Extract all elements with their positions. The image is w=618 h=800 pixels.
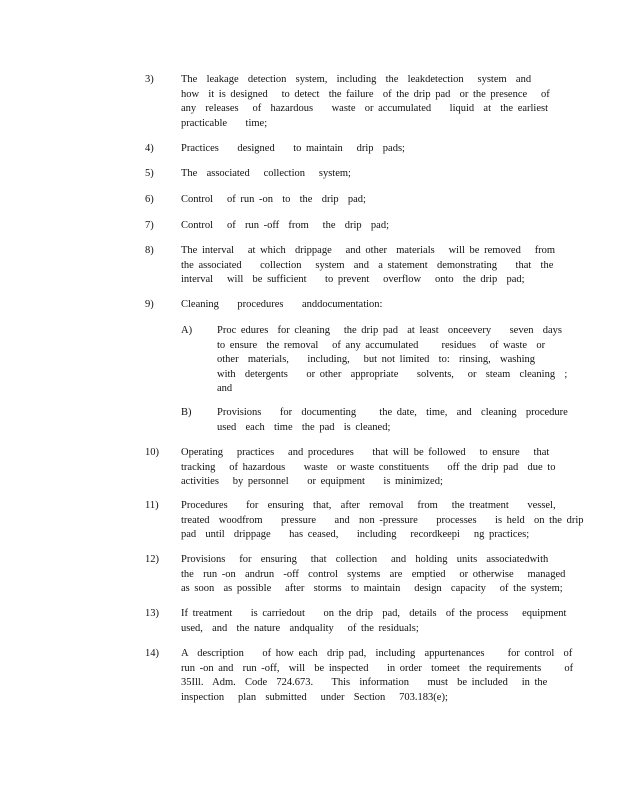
item-number: 7) (145, 220, 154, 231)
sub-item-letter: B) (181, 407, 192, 418)
item-text: Cleaning procedures anddocumentation: (181, 299, 383, 310)
item-text: The interval at which drippage and other materials will be removed from the associated collection system and a statement demonstrating that the interval will be sufficient to prevent overflow onto the drip pad; (181, 245, 556, 285)
item-text: Procedures for ensuring that, after removal from the treatment vessel, treated woodfrom pressure and non -pressure processes is held on the drip pad until drippage has ceased, including recordkeepi ng practices; (181, 500, 584, 540)
item-text: The leakage detection system, including the leakdetection system and how it is designed to detect the failure of the drip pad or the presence of any releases of hazardous waste or accumulated liquid at the earliest practicable time; (181, 74, 550, 129)
item-number: 12) (145, 554, 159, 565)
sub-item-text: Proc edures for cleaning the drip pad at least onceevery seven days to ensure the removal of any accumulated residues of waste or other materials, including, but not limited to: rinsing, washing with detergents or other appropriate solvents, or steam cleaning ; and (217, 325, 568, 394)
item-number: 4) (145, 143, 154, 154)
item-text: A description of how each drip pad, including appurtenances for control of run -on and run -off, will be inspected in order tomeet the requirements of 35Ill. Adm. Code 724.673. This information must be included in the inspection plan submitted under Section 703.183(e); (181, 648, 574, 703)
sub-item-text: Provisions for documenting the date, time, and cleaning procedure used each time the pad is cleaned; (217, 407, 568, 433)
item-number: 3) (145, 74, 154, 85)
item-number: 13) (145, 608, 159, 619)
item-text: If treatment is carriedout on the drip pad, details of the process equipment used, and the nature andquality of the residuals; (181, 608, 567, 634)
item-number: 8) (145, 245, 154, 256)
item-number: 11) (145, 500, 159, 511)
item-text: Control of run -on to the drip pad; (181, 194, 366, 205)
item-number: 6) (145, 194, 154, 205)
item-text: Practices designed to maintain drip pads; (181, 143, 405, 154)
item-text: The associated collection system; (181, 168, 351, 179)
item-text: Control of run -off from the drip pad; (181, 220, 389, 231)
item-number: 10) (145, 447, 159, 458)
item-number: 9) (145, 299, 154, 310)
item-number: 14) (145, 648, 159, 659)
item-text: Provisions for ensuring that collection and holding units associatedwith the run -on andrun -off control systems are emptied or otherwise managed as soon as possible after storms to maintain design capacity of the system; (181, 554, 566, 594)
item-number: 5) (145, 168, 154, 179)
sub-item-letter: A) (181, 325, 193, 336)
item-text: Operating practices and procedures that will be followed to ensure that tracking of hazardous waste or waste constituents off the drip pad due to activities by personnel or equipment is minimized; (181, 447, 556, 487)
